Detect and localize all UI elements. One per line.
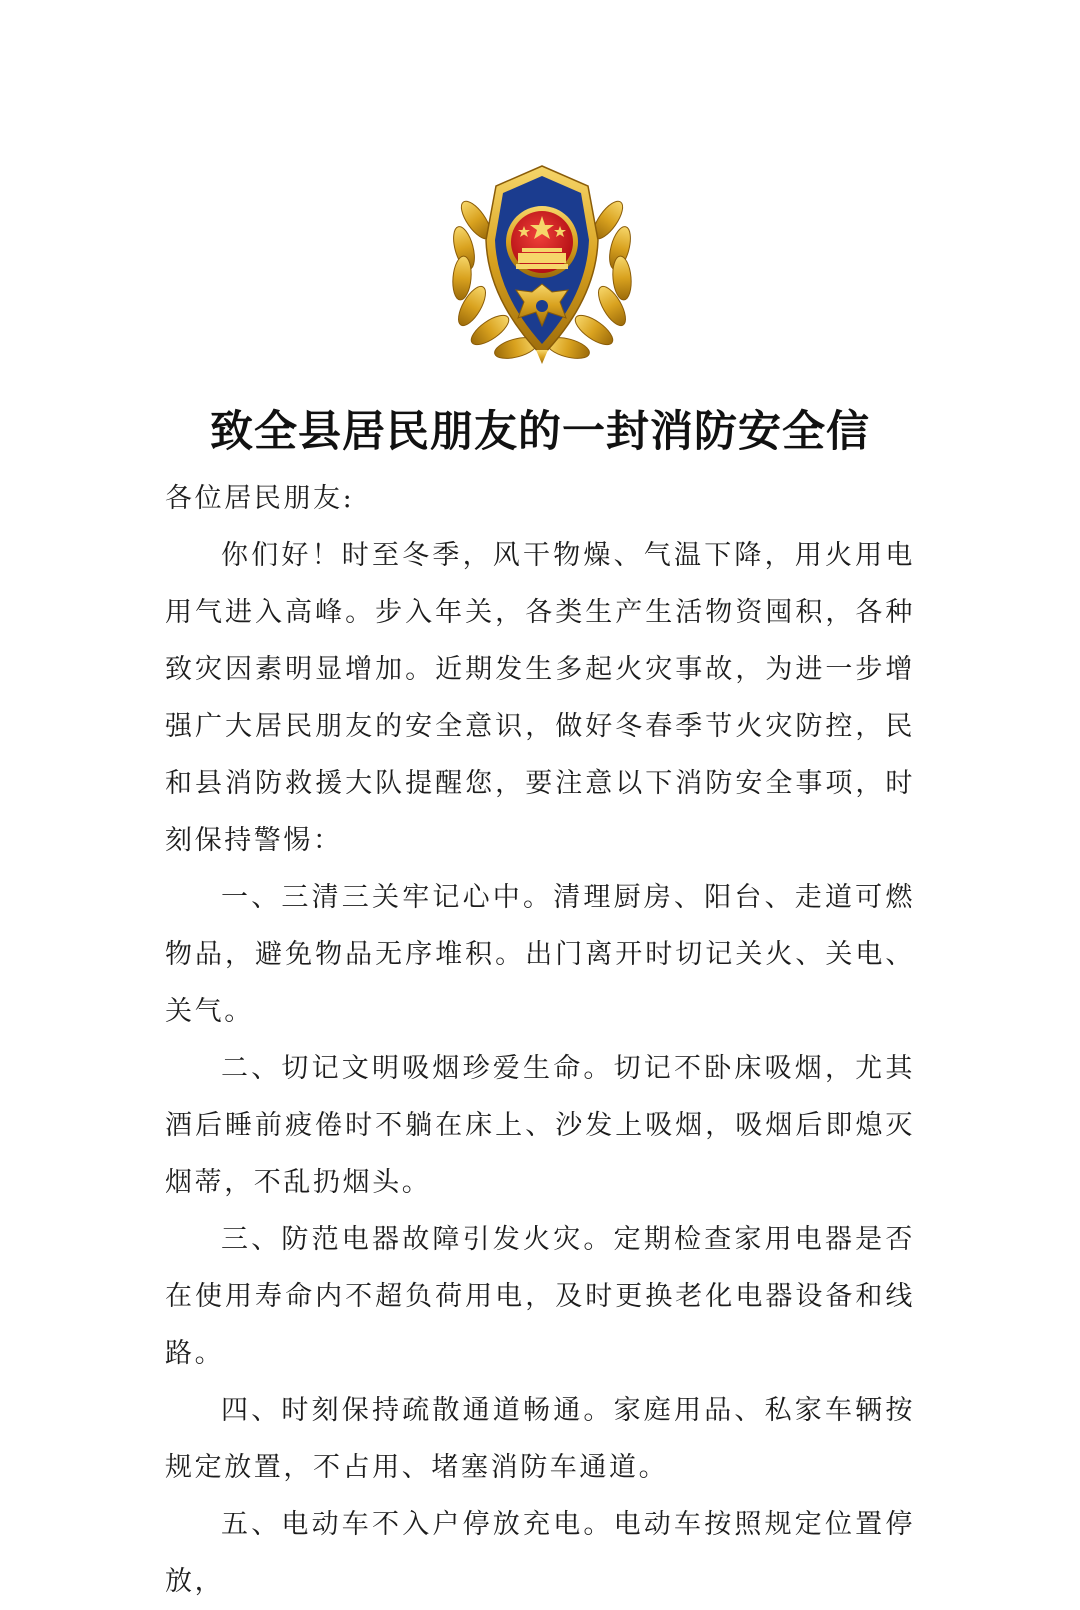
paragraph-item-5: 五、电动车不入户停放充电。电动车按照规定位置停放， <box>165 1509 915 1597</box>
paragraph-item-3: 三、防范电器故障引发火灾。定期检查家用电器是否在使用寿命内不超负荷用电，及时更换老化电器设备和线路。 <box>165 1224 915 1369</box>
paragraph-item-1: 一、三清三关牢记心中。清理厨房、阳台、走道可燃物品，避免物品无序堆积。出门离开时切记关火、关电、关气。 <box>165 882 915 1027</box>
paragraph-intro: 你们好！时至冬季，风干物燥、气温下降，用火用电用气进入高峰。步入年关，各类生产生活物资囤积，各种致灾因素明显增加。近期发生多起火灾事故，为进一步增强广大居民朋友的安全意识，做好冬春季节火灾防控，民和县消防救援大队提醒您，要注意以下消防安全事项，时刻保持警惕： <box>165 540 915 856</box>
letter-body <box>165 470 915 1610</box>
paragraph-item-4: 四、时刻保持疏散通道畅通。家庭用品、私家车辆按规定放置，不占用、堵塞消防车通道。 <box>165 1395 915 1483</box>
letter-title: 致全县居民朋友的一封消防安全信 <box>210 407 870 457</box>
salutation: 各位居民朋友: <box>165 483 355 514</box>
paragraph-item-2: 二、切记文明吸烟珍爱生命。切记不卧床吸烟，尤其酒后睡前疲倦时不躺在床上、沙发上吸烟，吸烟后即熄灭烟蒂，不乱扔烟头。 <box>165 1053 915 1198</box>
fire-rescue-emblem-icon <box>438 160 646 370</box>
